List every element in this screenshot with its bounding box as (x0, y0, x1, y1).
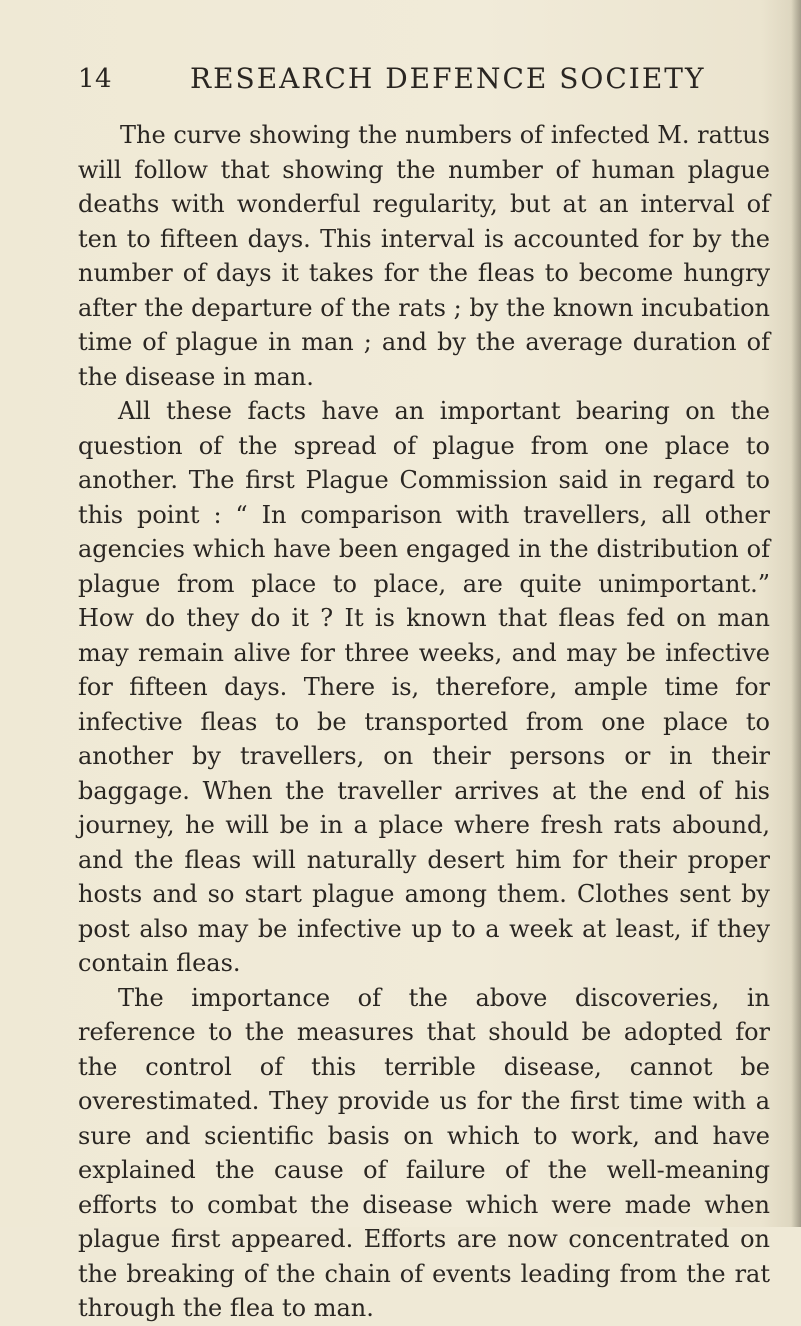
paragraph-2: All these facts have an important bearing on the question of the spread of plague from one place to another. The first Plague Commission said in regard to this point : “ In comparison with travellers, all other agencies which have been engaged in the distribution of plague from place to place, are quite unimportant.” How do they do it ? It is known that fleas fed on man may remain alive for three weeks, and may be infective for fifteen days. There is, therefore, ample time for infective fleas to be transported from one place to another by travellers, on their persons or in their baggage. When the traveller arrives at the end of his journey, he will be in a place where fresh rats abound, and the fleas will naturally desert him for their proper hosts and so start plague among them. Clothes sent by post also may be infective up to a week at least, if they contain fleas. (78, 397, 770, 977)
body-text (78, 118, 770, 1326)
page-header (0, 62, 801, 102)
page-edge-shadow (791, 0, 801, 1227)
paragraph-3: The importance of the above discoveries, in reference to the measures that should be adopted for the control of this terrible disease, cannot be overestimated. They provide us for the first time with a sure and scientific basis on which to work, and have explained the cause of failure of the well-meaning efforts to combat the disease which were made when plague first appeared. Efforts are now concentrated on the breaking of the chain of events leading from the rat through the flea to man. (78, 983, 770, 1322)
page-number: 14 (78, 64, 113, 94)
paragraph-1: The curve showing the numbers of infected M. rattus will follow that showing the number of human plague deaths with wonderful regularity, but at an interval of ten to fifteen days. This interval is accounted for by the number of days it takes for the fleas to become hungry after the departure of the rats ; by the known incubation time of plague in man ; and by the average duration of the disease in man. (78, 121, 770, 391)
running-head: RESEARCH DEFENCE SOCIETY (190, 62, 706, 95)
